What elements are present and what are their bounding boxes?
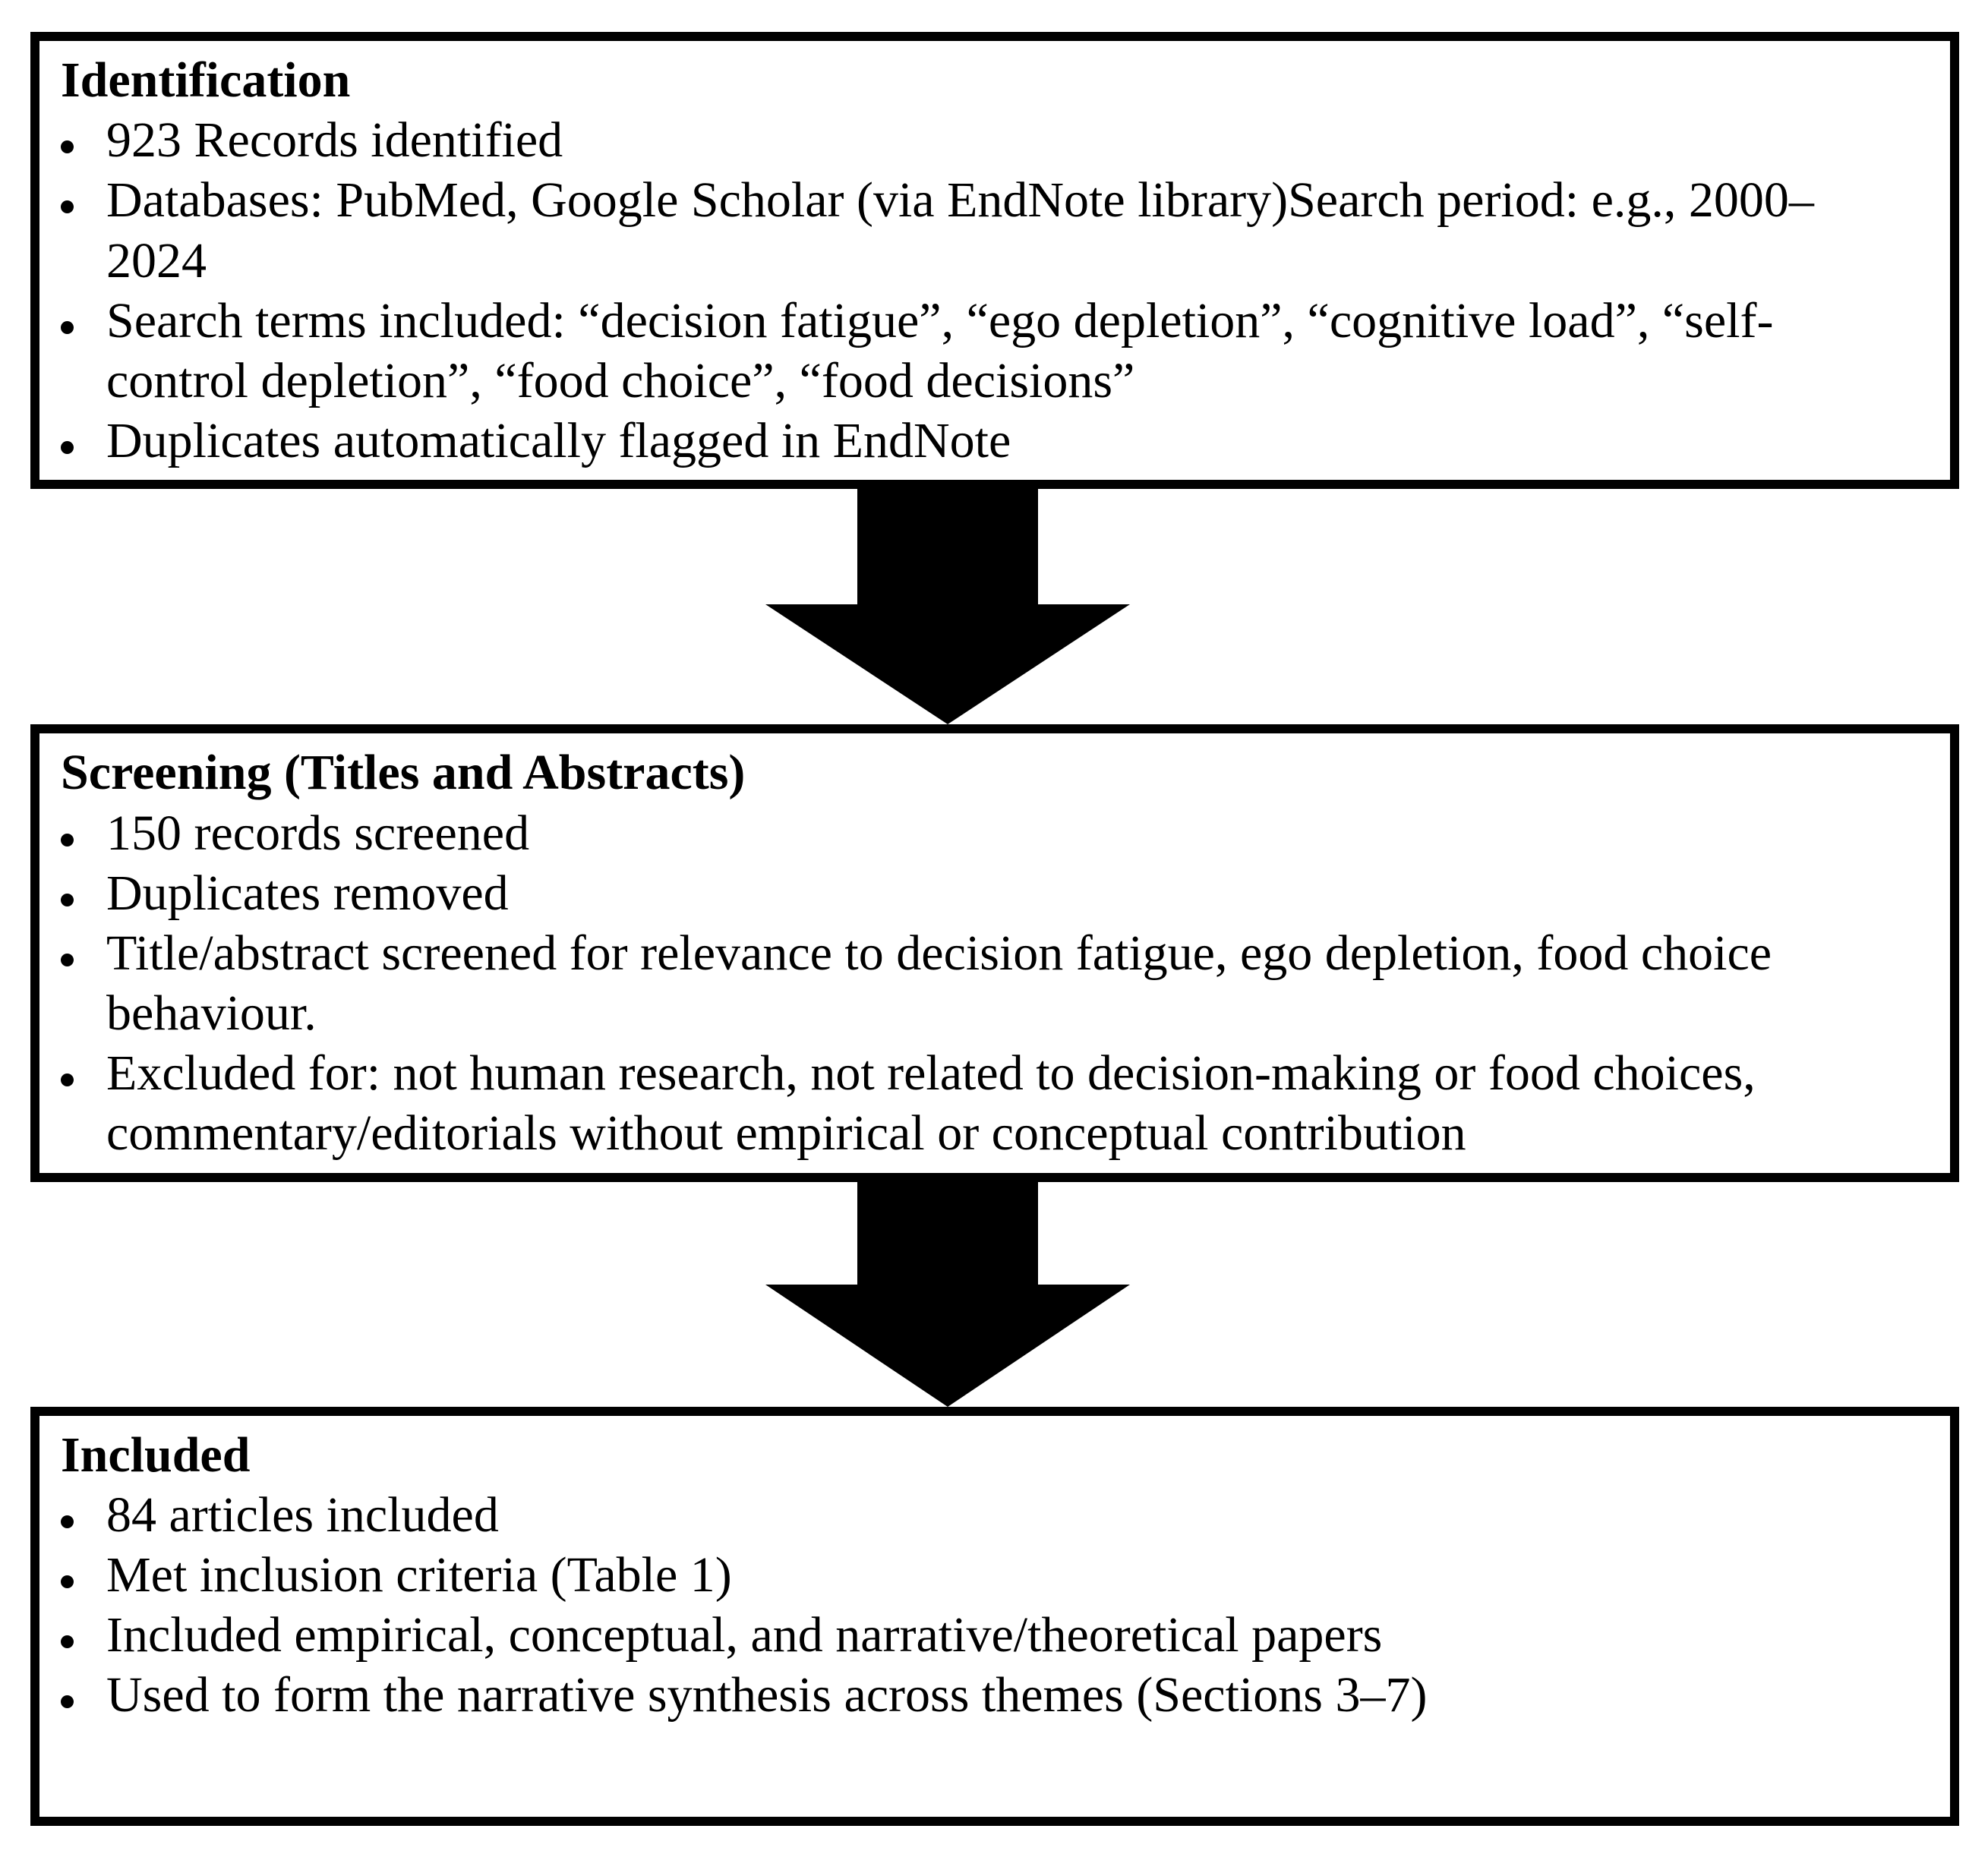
box-included [30, 1407, 1959, 1826]
bullet-icon [61, 1074, 74, 1086]
bullet-icon [61, 200, 74, 213]
down-arrow-icon [765, 489, 1130, 724]
list-item [61, 863, 1868, 923]
list-item [61, 1665, 1868, 1725]
list-item [61, 1545, 1868, 1605]
list-item [61, 1043, 1868, 1163]
bullet-text: Used to form the narrative synthesis across themes (Sections 3–7) [106, 1667, 1428, 1723]
bullet-icon [61, 441, 74, 454]
bullet-icon [61, 1635, 74, 1648]
bullet-icon [61, 834, 74, 847]
list-item [61, 411, 1868, 471]
flow-arrow-2 [0, 1182, 1988, 1407]
down-arrow-icon [765, 1182, 1130, 1407]
list-item [61, 923, 1868, 1043]
list-item [61, 110, 1868, 170]
identification-title: Identification [61, 52, 351, 108]
box-screening [30, 724, 1959, 1181]
box-identification [30, 32, 1959, 489]
bullet-text: 150 records screened [106, 805, 530, 861]
bullet-icon [61, 1575, 74, 1588]
bullet-text: Excluded for: not human research, not related to decision-making or food choices, commentary/editorials without empirical or conceptual contribution [106, 1045, 1756, 1162]
bullet-icon [61, 954, 74, 966]
screening-title: Screening (Titles and Abstracts) [61, 745, 746, 801]
list-item [61, 1485, 1868, 1545]
list-item [61, 170, 1868, 290]
included-bullet-list [61, 1485, 1868, 1726]
bullet-icon [61, 1695, 74, 1708]
bullet-text: Duplicates removed [106, 865, 509, 921]
bullet-text: Met inclusion criteria (Table 1) [106, 1547, 732, 1603]
list-item [61, 291, 1868, 411]
included-title: Included [61, 1427, 251, 1483]
bullet-text: Search terms included: “decision fatigue”, “ego depletion”, “cognitive load”, “self-control depletion”, “food choice”, “food decisions” [106, 292, 1774, 408]
bullet-icon [61, 321, 74, 334]
list-item [61, 1605, 1868, 1665]
bullet-icon [61, 140, 74, 153]
identification-bullet-list [61, 110, 1868, 471]
screening-bullet-list [61, 803, 1868, 1164]
flow-arrow-1 [0, 489, 1988, 724]
bullet-text: 923 Records identified [106, 112, 563, 169]
bullet-icon [61, 894, 74, 906]
bullet-text: Title/abstract screened for relevance to decision fatigue, ego depletion, food choice behaviour. [106, 925, 1772, 1042]
list-item [61, 803, 1868, 863]
bullet-text: Databases: PubMed, Google Scholar (via EndNote library)Search period: e.g., 2000–2024 [106, 172, 1814, 288]
bullet-text: Duplicates automatically flagged in EndNote [106, 413, 1011, 469]
bullet-text: Included empirical, conceptual, and narrative/theoretical papers [106, 1607, 1383, 1663]
bullet-text: 84 articles included [106, 1487, 499, 1543]
bullet-icon [61, 1515, 74, 1528]
